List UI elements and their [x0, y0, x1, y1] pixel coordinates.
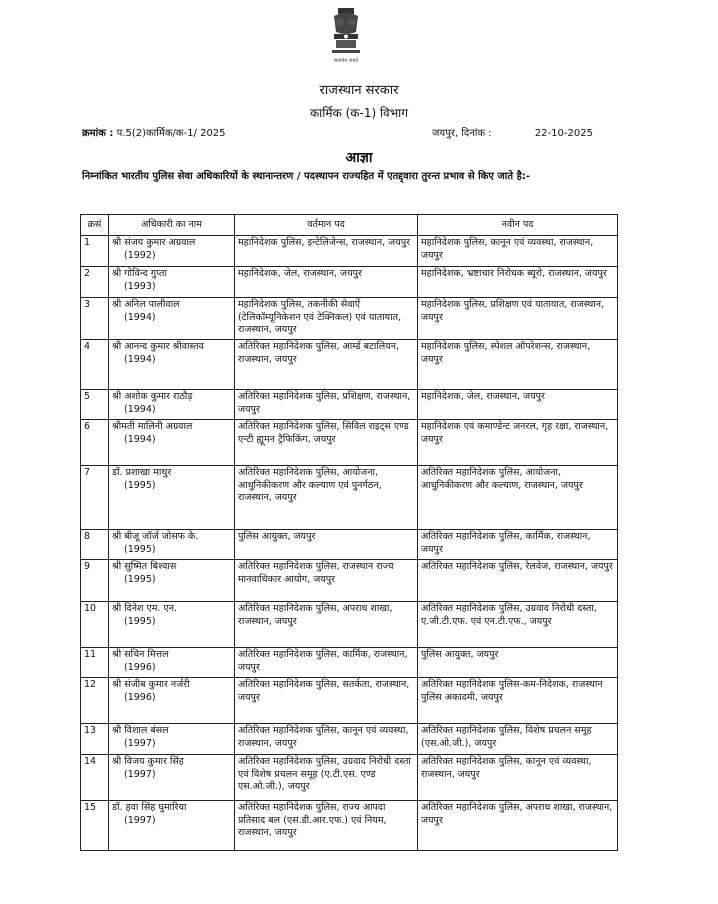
current-post: पुलिस आयुक्त, जयपुर [235, 530, 418, 560]
officer-name: डॉ. प्रशाखा माथुर [112, 467, 172, 478]
officer-name: श्री बीजू जॉर्ज जोसफ के. [112, 531, 199, 542]
officer-name: श्री अशोक कुमार राठौड़ [112, 391, 193, 402]
current-post: अतिरिक्त महानिदेशक पुलिस, सतर्कता, राजस्थान, जयपुर [235, 678, 418, 724]
new-post: महानिदेशक पुलिस, प्रशिक्षण एवं यातायात, राजस्थान, जयपुर [418, 298, 618, 340]
place-date-label: जयपुर, दिनांक : [432, 128, 492, 139]
new-post: महानिदेशक, जेल, राजस्थान, जयपुर [418, 390, 618, 420]
current-post: अतिरिक्त महानिदेशक पुलिस, कानून एवं व्यवस्था, राजस्थान, जयपुर [235, 724, 418, 755]
batch-year: (1997) [124, 737, 156, 749]
officer-name: श्री आनन्द कुमार श्रीवास्तव [112, 341, 204, 352]
table-row [81, 560, 618, 602]
table-row [81, 466, 618, 530]
serial-number: 2 [81, 267, 109, 298]
batch-year: (1995) [124, 615, 156, 627]
serial-number: 3 [81, 298, 109, 340]
current-post: अतिरिक्त महानिदेशक पुलिस, कार्मिक, राजस्थान, जयपुर [235, 648, 418, 678]
batch-year: (1994) [124, 353, 156, 365]
batch-year: (1992) [124, 249, 156, 261]
serial-number: 15 [81, 801, 109, 851]
table-row [81, 267, 618, 298]
officer-cell [109, 298, 235, 340]
officer-name: श्री सुष्मित बिश्वास [112, 561, 177, 572]
table-row [81, 530, 618, 560]
current-post: अतिरिक्त महानिदेशक पुलिस, सिविल राइट्स एण्ड एन्टी ह्यूमन ट्रैफिकिंग, जयपुर [235, 420, 418, 466]
officer-cell [109, 602, 235, 648]
table-row [81, 390, 618, 420]
state-emblem-icon [322, 6, 370, 66]
officer-name: श्री दिनेश एम. एन. [112, 603, 177, 614]
officer-name: श्री विशाल बंसल [112, 725, 169, 736]
batch-year: (1993) [124, 280, 156, 292]
serial-number: 10 [81, 602, 109, 648]
table-row [81, 678, 618, 724]
ref-label: क्रमांक : [82, 128, 114, 139]
new-post: महानिदेशक पुलिस, स्पेशल ऑपरेशन्स, राजस्थान, जयपुर [418, 340, 618, 390]
header-officer-name: अधिकारी का नाम [109, 215, 235, 236]
new-post: अतिरिक्त महानिदेशक पुलिस, कार्मिक, राजस्थान, जयपुर [418, 530, 618, 560]
serial-number: 12 [81, 678, 109, 724]
serial-number: 1 [81, 236, 109, 267]
header-new-post: नवीन पद [418, 215, 618, 236]
current-post: अतिरिक्त महानिदेशक पुलिस, प्रशिक्षण, राजस्थान, जयपुर [235, 390, 418, 420]
table-row [81, 801, 618, 851]
officer-cell [109, 236, 235, 267]
new-post: पुलिस आयुक्त, जयपुर [418, 648, 618, 678]
header-current-post: वर्तमान पद [235, 215, 418, 236]
order-date: 22-10-2025 [534, 128, 593, 139]
place-date [432, 125, 593, 139]
table-row [81, 420, 618, 466]
intro-text: निम्नांकित भारतीय पुलिस सेवा अधिकारियों के स्थानान्तरण / पदस्थापन राज्यहित में एतद्द्वारा तुरन्त प्रभाव से किए जाते है:- [82, 171, 531, 182]
officer-cell [109, 648, 235, 678]
current-post: महानिदेशक पुलिस, तकनीकी सेवाऐं (टेलिकॉम्यूनिकेशन एवं टेक्निकल) एवं यातायात, राजस्थान, जयपुर [235, 298, 418, 340]
current-post: अतिरिक्त महानिदेशक पुलिस, आयोजना, आधुनिकीकरण और कल्याण एवं पुनर्गठन, राजस्थान, जयपुर [235, 466, 418, 530]
officer-name: डॉ. हवा सिंह घुमारिया [112, 802, 187, 813]
table-row [81, 724, 618, 755]
officer-cell [109, 420, 235, 466]
serial-number: 4 [81, 340, 109, 390]
current-post: अतिरिक्त महानिदेशक पुलिस, राज्य आपदा प्रतिसाद बल (एस.डी.आर.एफ.) एवं नियम, राजस्थान, जयपुर [235, 801, 418, 851]
officer-cell [109, 560, 235, 602]
new-post: महानिदेशक एवं कमाण्डेन्ट जनरल, गृह रक्षा, राजस्थान, जयपुर [418, 420, 618, 466]
table-row [81, 648, 618, 678]
new-post: अतिरिक्त महानिदेशक पुलिस-कम-निदेशक, राजस्थान पुलिस अकादमी, जयपुर [418, 678, 618, 724]
batch-year: (1995) [124, 573, 156, 585]
table-row [81, 602, 618, 648]
new-post: महानिदेशक, भ्रष्टाचार निरोधक ब्यूरो, राजस्थान, जयपुर [418, 267, 618, 298]
batch-year: (1994) [124, 403, 156, 415]
officer-cell [109, 340, 235, 390]
table-row [81, 340, 618, 390]
table-row [81, 298, 618, 340]
new-post: अतिरिक्त महानिदेशक पुलिस, अपराध शाखा, राजस्थान, जयपुर [418, 801, 618, 851]
officer-name: श्री अनिल पालीवाल [112, 299, 180, 310]
batch-year: (1995) [124, 479, 156, 491]
officer-cell [109, 678, 235, 724]
table-row [81, 755, 618, 801]
current-post: अतिरिक्त महानिदेशक पुलिस, राजस्थान राज्य मानवाधिकार आयोग, जयपुर [235, 560, 418, 602]
officer-cell [109, 267, 235, 298]
officer-name: श्री गोविन्द गुप्ता [112, 268, 167, 279]
serial-number: 13 [81, 724, 109, 755]
batch-year: (1997) [124, 768, 156, 780]
table-header-row [81, 215, 618, 236]
officer-name: श्री सचिन मित्तल [112, 649, 169, 660]
current-post: अतिरिक्त महानिदेशक पुलिस, अपराध शाखा, राजस्थान, जयपुर [235, 602, 418, 648]
order-title: आज्ञा [345, 150, 373, 166]
new-post: अतिरिक्त महानिदेशक पुलिस, कानून एवं व्यवस्था, राजस्थान, जयपुर [418, 755, 618, 801]
officer-name: श्रीमती मालिनी अग्रवाल [112, 421, 193, 432]
reference [82, 125, 226, 139]
current-post: महानिदेशक, जेल, राजस्थान, जयपुर [235, 267, 418, 298]
officer-cell [109, 390, 235, 420]
officer-cell [109, 466, 235, 530]
batch-year: (1995) [124, 543, 156, 555]
transfer-table [80, 214, 618, 851]
batch-year: (1997) [124, 814, 156, 826]
officer-cell [109, 755, 235, 801]
header-serial: क्रसं [81, 215, 109, 236]
batch-year: (1996) [124, 661, 156, 673]
batch-year: (1994) [124, 311, 156, 323]
serial-number: 14 [81, 755, 109, 801]
new-post: अतिरिक्त महानिदेशक पुलिस, रेलवेज, राजस्थान, जयपुर [418, 560, 618, 602]
serial-number: 7 [81, 466, 109, 530]
serial-number: 8 [81, 530, 109, 560]
officer-cell [109, 724, 235, 755]
new-post: अतिरिक्त महानिदेशक पुलिस, विशेष प्रचलन समूह (एस.ओ.जी.), जयपुर [418, 724, 618, 755]
current-post: अतिरिक्त महानिदेशक पुलिस, उग्रवाद निरोधी दस्ता एवं विशेष प्रचलन समूह (ए.टी.एस. एण्ड एस.ओ.जी.), जयपुर [235, 755, 418, 801]
serial-number: 5 [81, 390, 109, 420]
officer-name: श्री संजीब कुमार नर्जरी [112, 679, 190, 690]
current-post: महानिदेशक पुलिस, इन्टेलिजेन्स, राजस्थान, जयपुर [235, 236, 418, 267]
officer-cell [109, 801, 235, 851]
table-row [81, 236, 618, 267]
serial-number: 6 [81, 420, 109, 466]
ref-number: प.5(2)कार्मिक/क-1/ 2025 [116, 128, 226, 139]
serial-number: 9 [81, 560, 109, 602]
officer-name: श्री संजय कुमार अग्रवाल [112, 237, 196, 248]
current-post: अतिरिक्त महानिदेशक पुलिस, आर्म्ड बटालियन, राजस्थान, जयपुर [235, 340, 418, 390]
new-post: महानिदेशक पुलिस, कानून एवं व्यवस्था, राजस्थान, जयपुर [418, 236, 618, 267]
officer-cell [109, 530, 235, 560]
new-post: अतिरिक्त महानिदेशक पुलिस, आयोजना, आधुनिकीकरण और कल्याण, राजस्थान, जयपुर [418, 466, 618, 530]
government-title: राजस्थान सरकार [319, 83, 399, 98]
officer-name: श्री विजय कुमार सिंह [112, 756, 184, 767]
serial-number: 11 [81, 648, 109, 678]
new-post: अतिरिक्त महानिदेशक पुलिस, उग्रवाद निरोधी दस्ता, ए.जी.टी.एफ. एवं एन.टी.एफ., जयपुर [418, 602, 618, 648]
batch-year: (1994) [124, 433, 156, 445]
batch-year: (1996) [124, 691, 156, 703]
department-name: कार्मिक (क-1) विभाग [309, 106, 409, 120]
emblem-caption: सत्यमेव जयते [333, 58, 359, 64]
